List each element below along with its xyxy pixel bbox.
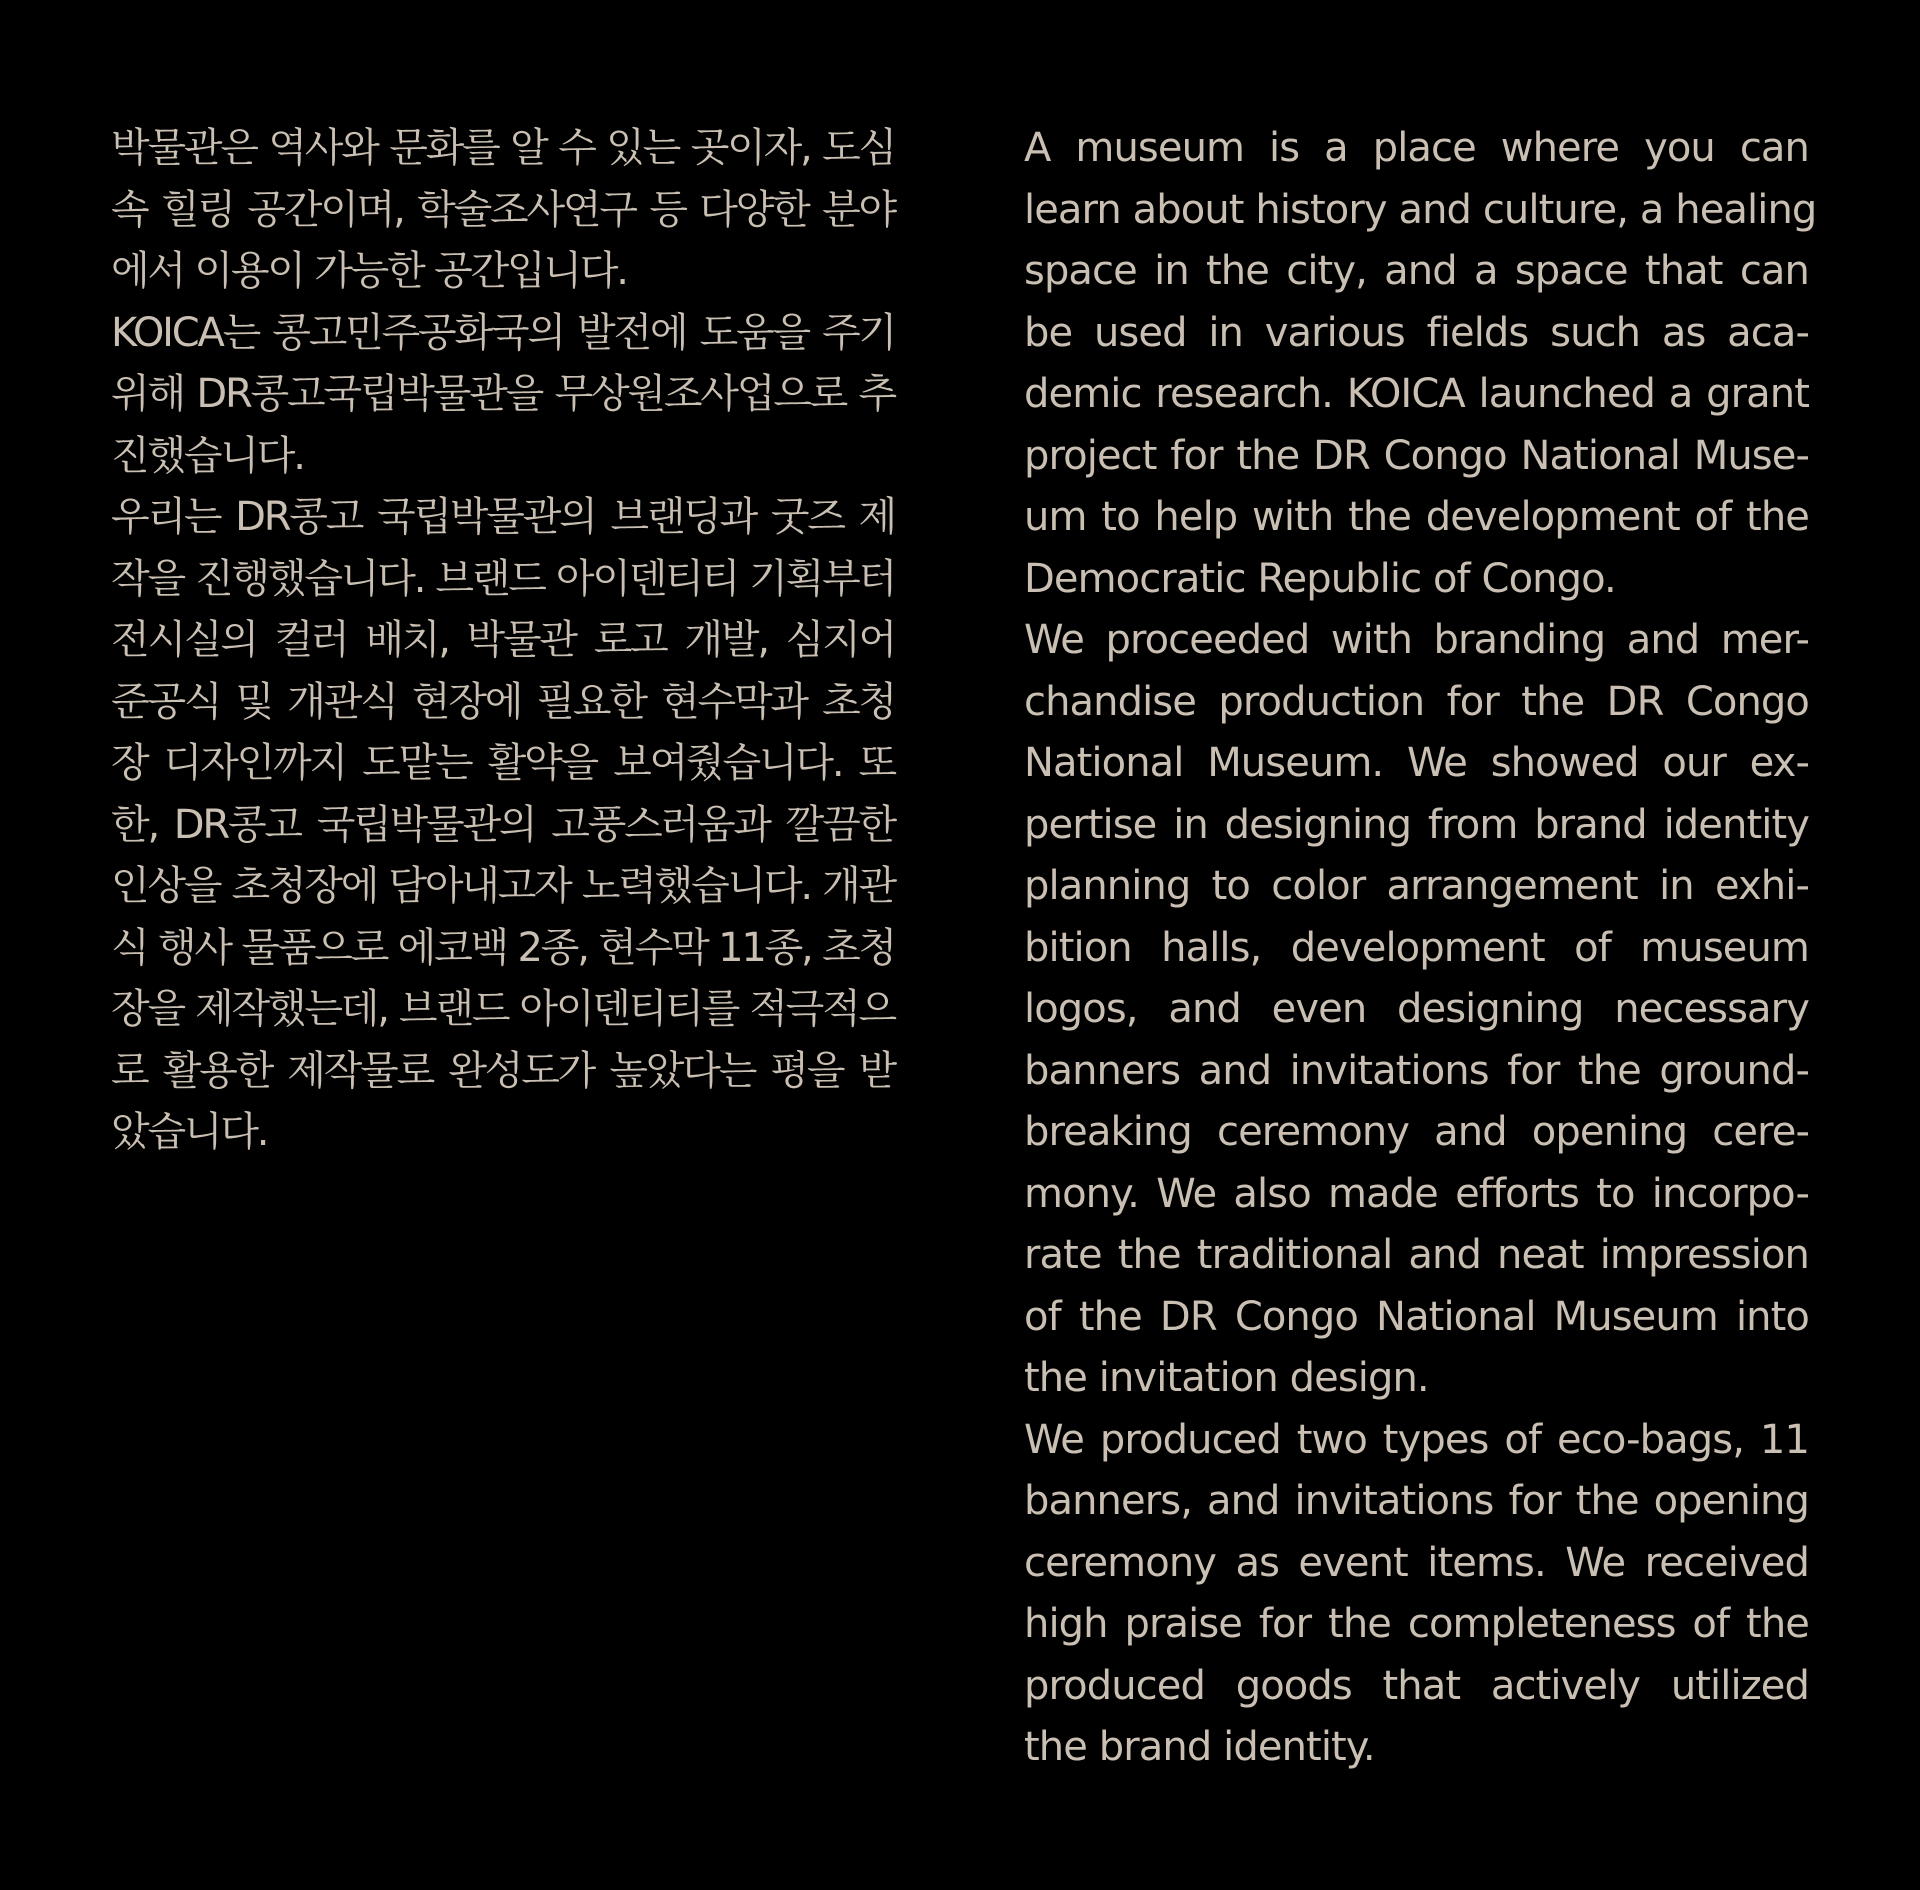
text-line: high praise for the completeness of the — [1024, 1601, 1809, 1647]
text-line: We produced two types of eco-bags, 11 — [1024, 1416, 1809, 1463]
text-line: chandise production for the DR Congo — [1024, 678, 1809, 725]
text-line: banners and invitations for the ground- — [1024, 1047, 1809, 1094]
text-line: project for the DR Congo National Muse- — [1024, 432, 1809, 479]
text-line: 았습니다. — [111, 1109, 268, 1155]
text-line: be used in various fields such as aca- — [1024, 309, 1809, 356]
text-line: 식 행사 물품으로 에코백 2종, 현수막 11종, 초청 — [111, 924, 895, 971]
text-line: 박물관은 역사와 문화를 알 수 있는 곳이자, 도심 — [111, 125, 895, 171]
text-line: 속 힐링 공간이며, 학술조사연구 등 다양한 분야 — [111, 186, 895, 233]
text-line: 에서 이용이 가능한 공간입니다. — [111, 248, 627, 294]
text-line: 위해 DR콩고국립박물관을 무상원조사업으로 추 — [111, 371, 895, 417]
korean-paragraph — [111, 487, 895, 1164]
text-line: 장 디자인까지 도맡는 활약을 보여줬습니다. 또 — [111, 740, 895, 786]
text-line: mony. We also made efforts to incorpo- — [1024, 1170, 1809, 1217]
text-line: logos, and even designing necessary — [1024, 986, 1809, 1032]
text-line: bition halls, development of museum — [1024, 924, 1809, 971]
text-line: um to help with the development of the — [1024, 494, 1809, 540]
english-text-column — [1024, 118, 1817, 1779]
korean-paragraph — [111, 118, 895, 303]
text-line: planning to color arrangement in exhi- — [1024, 863, 1809, 909]
text-line: National Museum. We showed our ex- — [1024, 740, 1809, 786]
text-line: rate the traditional and neat impression — [1024, 1232, 1809, 1278]
text-line: learn about history and culture, a healing — [1024, 186, 1817, 233]
text-line: produced goods that actively utilized — [1024, 1662, 1809, 1709]
text-line: A museum is a place where you can — [1024, 125, 1809, 171]
text-line: 진했습니다. — [111, 432, 304, 479]
text-line: 우리는 DR콩고 국립박물관의 브랜딩과 굿즈 제 — [111, 494, 895, 540]
english-paragraph — [1024, 118, 1817, 610]
text-line: breaking ceremony and opening cere- — [1024, 1109, 1809, 1155]
text-line: 인상을 초청장에 담아내고자 노력했습니다. 개관 — [111, 863, 895, 909]
text-line: the invitation design. — [1024, 1355, 1429, 1401]
text-line: ceremony as event items. We received — [1024, 1539, 1809, 1586]
text-line: the brand identity. — [1024, 1724, 1375, 1770]
text-line: 준공식 및 개관식 현장에 필요한 현수막과 초청 — [111, 678, 895, 725]
text-line: space in the city, and a space that can — [1024, 248, 1809, 294]
text-line: 작을 진행했습니다. 브랜드 아이덴티티 기획부터 — [111, 555, 895, 602]
korean-text-column — [111, 118, 895, 1164]
text-line: 전시실의 컬러 배치, 박물관 로고 개발, 심지어 — [111, 617, 895, 663]
text-line: KOICA는 콩고민주공화국의 발전에 도움을 주기 — [111, 309, 895, 356]
text-line: of the DR Congo National Museum into — [1024, 1293, 1809, 1340]
text-line: 장을 제작했는데, 브랜드 아이덴티티를 적극적으 — [111, 986, 895, 1032]
text-line: pertise in designing from brand identity — [1024, 801, 1809, 848]
english-paragraph — [1024, 610, 1809, 1410]
text-line: We proceeded with branding and mer- — [1024, 617, 1809, 663]
text-line: 로 활용한 제작물로 완성도가 높았다는 평을 받 — [111, 1047, 895, 1094]
text-line: Democratic Republic of Congo. — [1024, 555, 1616, 602]
text-line: demic research. KOICA launched a grant — [1024, 371, 1809, 417]
text-line: 한, DR콩고 국립박물관의 고풍스러움과 깔끔한 — [111, 801, 895, 848]
english-paragraph — [1024, 1410, 1809, 1779]
text-line: banners, and invitations for the opening — [1024, 1478, 1809, 1524]
korean-paragraph — [111, 303, 895, 488]
